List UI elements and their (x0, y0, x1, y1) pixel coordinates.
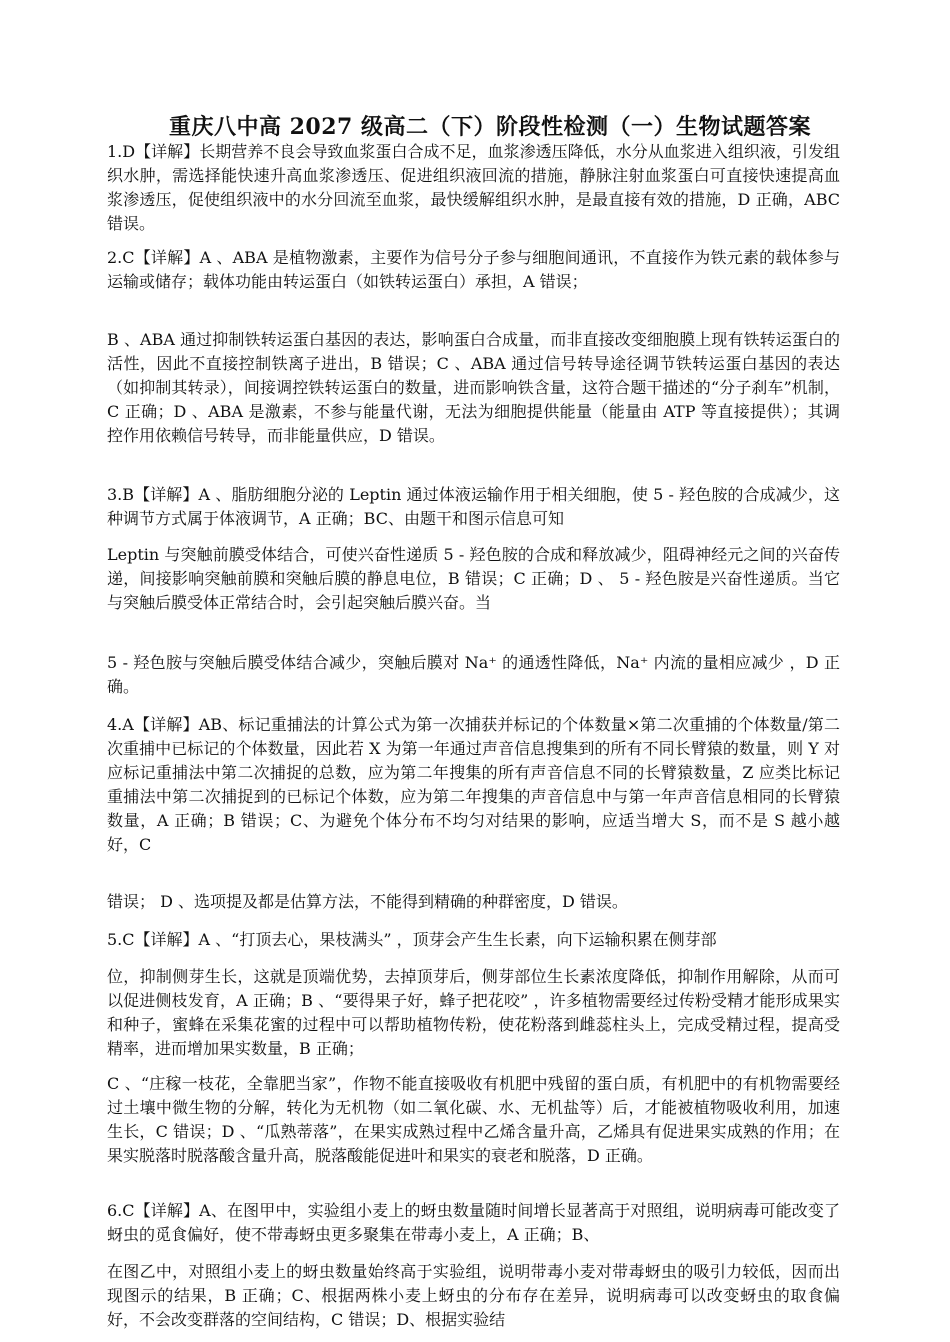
answer-3-paragraph: 3.B【详解】A 、脂肪细胞分泌的 Leptin 通过体液运输作用于相关细胞，使 5 - 羟色胺的合成减少，这种调节方式属于体液调节，A 正确；BC、由题干和图示信息可知 (107, 485, 840, 528)
answer-4-paragraph: 4.A【详解】AB、标记重捕法的计算公式为第一次捕获并标记的个体数量×第二次重捕的个体数量/第二次重捕中已标记的个体数量，因此若 X 为第一年通过声音信息搜集到的所有不同长臂猿的数量，则 Y 对应标记重捕法中第二次捕捉的总数，应为第二年搜集的所有声音信息不同的长臂猿数量，Z 应类比标记重捕法中第二次捕捉到的已标记个体数，应为第二年搜集的声音信息中与第一年声音信息相同的长臂猿数量，A 正确；B 错误；C、为避免个体分布不均匀对结果的影响，应适当增大 S，而不是 S 越小越好，C (107, 715, 840, 854)
answer-6-continued-paragraph: 在图乙中，对照组小麦上的蚜虫数量始终高于实验组，说明带毒小麦对带毒蚜虫的吸引力较低，因而出现图示的结果，B 正确；C、根据两株小麦上蚜虫的分布存在差异，说明病毒可以改变蚜虫的取食偏好，不会改变群落的空间结构，C 错误；D、根据实验结 (107, 1262, 840, 1329)
answer-3-end-paragraph: 5 - 羟色胺与突触后膜受体结合减少，突触后膜对 Na⁺ 的通透性降低，Na⁺ 内流的量相应减少 ，D 正确。 (107, 653, 840, 696)
answer-5-paragraph: 5.C【详解】A 、“打顶去心，果枝满头” ，顶芽会产生生长素，向下运输积累在侧芽部 (107, 930, 717, 949)
answer-5-end-paragraph: C 、“庄稼一枝花，全靠肥当家”，作物不能直接吸收有机肥中残留的蛋白质，有机肥中的有机物需要经过土壤中微生物的分解，转化为无机物（如二氧化碳、水、无机盐等）后，才能被植物吸收利用，加速生长，C 错误；D 、“瓜熟蒂落”，在果实成熟过程中乙烯含量升高，乙烯具有促进果实成熟的作用；在果实脱落时脱落酸含量升高，脱落酸能促进叶和果实的衰老和脱落，D 正确。 (107, 1074, 840, 1165)
answer-1-paragraph: 1.D【详解】长期营养不良会导致血浆蛋白合成不足，血浆渗透压降低，水分从血浆进入组织液，引发组织水肿，需选择能快速升高血浆渗透压、促进组织液回流的措施，静脉注射血浆蛋白可直接快速提高血浆渗透压，促使组织液中的水分回流至血浆，最快缓解组织水肿，是最直接有效的措施，D 正确，ABC 错误。 (107, 142, 840, 233)
answer-4-end-paragraph: 错误； D 、选项提及都是估算方法，不能得到精确的种群密度，D 错误。 (107, 892, 628, 911)
answer-5-continued-paragraph: 位，抑制侧芽生长，这就是顶端优势，去掉顶芽后，侧芽部位生长素浓度降低，抑制作用解除，从而可以促进侧枝发育，A 正确；B 、“要得果子好，蜂子把花咬” ，许多植物需要经过传粉受精才能形成果实和种子，蜜蜂在采集花蜜的过程中可以帮助植物传粉，使花粉落到雌蕊柱头上，完成受精过程，提高受精率，进而增加果实数量，B 正确； (107, 967, 840, 1058)
answer-6-paragraph: 6.C【详解】A、在图甲中，实验组小麦上的蚜虫数量随时间增长显著高于对照组，说明病毒可能改变了蚜虫的觅食偏好，使不带毒蚜虫更多聚集在带毒小麦上，A 正确；B、 (107, 1201, 840, 1244)
answer-2-paragraph: 2.C【详解】A 、ABA 是植物激素，主要作为信号分子参与细胞间通讯，不直接作为铁元素的载体参与运输或储存；载体功能由转运蛋白（如铁转运蛋白）承担，A 错误； (107, 248, 840, 291)
answer-3-continued-paragraph: Leptin 与突触前膜受体结合，可使兴奋性递质 5 - 羟色胺的合成和释放减少，阻碍神经元之间的兴奋传递，间接影响突触前膜和突触后膜的静息电位，B 错误；C 正确；D 、 5 - 羟色胺是兴奋性递质。当它与突触后膜受体正常结合时，会引起突触后膜兴奋。当 (107, 545, 840, 612)
document-title: 重庆八中高 2027 级高二（下）阶段性检测（一）生物试题答案 (168, 114, 812, 140)
answer-2-continued-paragraph: B 、ABA 通过抑制铁转运蛋白基因的表达，影响蛋白合成量，而非直接改变细胞膜上现有铁转运蛋白的活性，因此不直接控制铁离子进出，B 错误；C 、ABA 通过信号转导途径调节铁转运蛋白基因的表达（如抑制其转录），间接调控铁转运蛋白的数量，进而影响铁含量，这符合题干描述的“分子刹车”机制，C 正确；D 、ABA 是激素，不参与能量代谢，无法为细胞提供能量（能量由 ATP 等直接提供）；其调控作用依赖信号转导，而非能量供应，D 错误。 (107, 330, 840, 445)
